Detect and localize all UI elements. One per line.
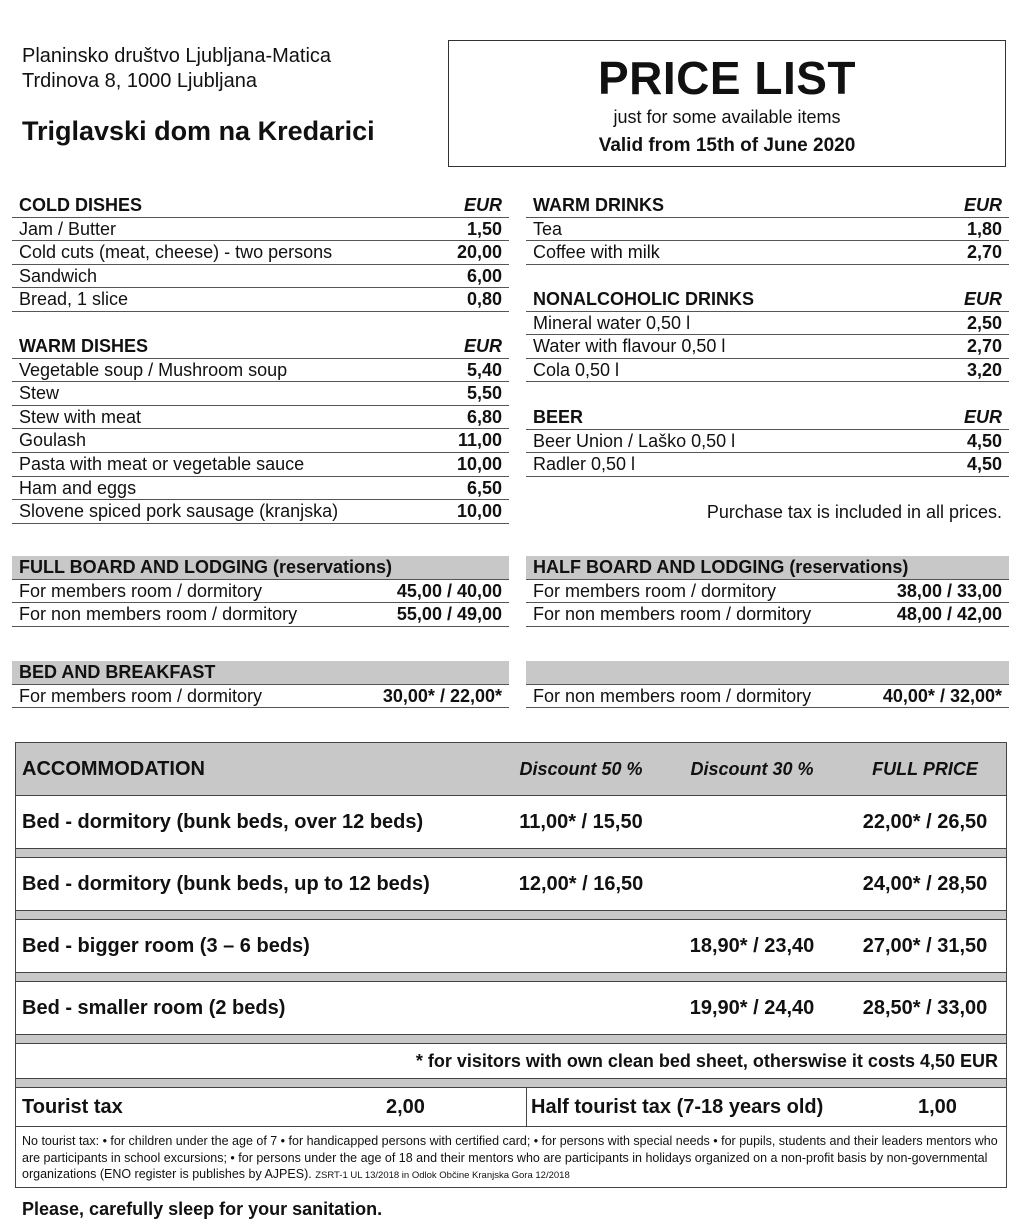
section-title: WARM DRINKS: [533, 195, 664, 215]
item-name: Bread, 1 slice: [19, 289, 129, 310]
currency-label: EUR: [963, 289, 1002, 309]
item-name: Goulash: [19, 430, 87, 451]
room-type: Bed - smaller room (2 beds): [22, 996, 286, 1019]
half-tourist-tax-label: Half tourist tax (7-18 years old): [526, 1088, 918, 1126]
section-title: ACCOMMODATION: [22, 757, 205, 780]
item-name: For non members room / dormitory: [533, 604, 812, 625]
item-name: Beer Union / Laško 0,50 l: [533, 430, 736, 451]
room-type: Bed - bigger room (3 – 6 beds): [22, 934, 310, 957]
tax-note: Purchase tax is included in all prices.: [706, 502, 1002, 522]
board-item: [526, 685, 1009, 709]
section-header: [12, 194, 509, 218]
section-title: WARM DISHES: [19, 336, 149, 356]
item-price: 55,00 / 49,00: [396, 604, 502, 625]
half-board-section: [526, 556, 1009, 627]
col-full-price: FULL PRICE: [872, 758, 978, 779]
item-name: Water with flavour 0,50 l: [533, 336, 726, 357]
menu-item: [12, 406, 509, 430]
item-price: 10,00: [456, 501, 502, 522]
menu-item: [12, 477, 509, 501]
item-price: 40,00* / 32,00*: [882, 685, 1002, 706]
org-name: Planinsko društvo Ljubljana-Matica: [22, 45, 332, 67]
currency-label: EUR: [463, 336, 502, 356]
bnb-non-members-section: [526, 661, 1009, 708]
beer-section: [526, 406, 1009, 477]
warm-dishes-section: [12, 335, 509, 524]
currency-label: EUR: [963, 195, 1002, 215]
table-header: [16, 743, 1006, 796]
price-d50: 11,00* / 15,50: [519, 810, 643, 833]
price-full: 22,00* / 26,50: [862, 810, 988, 833]
item-price: 4,50: [966, 430, 1002, 451]
price-full: 28,50* / 33,00: [862, 996, 988, 1019]
tourist-tax-value: 2,00: [386, 1095, 425, 1118]
item-price: 3,20: [966, 359, 1002, 380]
organization-info: [22, 44, 331, 94]
item-name: Cold cuts (meat, cheese) - two persons: [19, 242, 333, 263]
board-item: [12, 603, 509, 627]
warm-drinks-section: [526, 194, 1009, 265]
item-name: For members room / dormitory: [533, 580, 777, 601]
table-row: [16, 858, 1006, 911]
item-name: Mineral water 0,50 l: [533, 312, 691, 333]
menu-item: [526, 241, 1009, 265]
room-type: Bed - dormitory (bunk beds, up to 12 beds): [22, 872, 430, 895]
no-tax-reference: ZSRT-1 UL 13/2018 in Odlok Občine Kranjska Gora 12/2018: [315, 1170, 570, 1181]
item-price: 1,80: [966, 218, 1002, 239]
item-name: For members room / dormitory: [19, 685, 263, 706]
org-address: Trdinova 8, 1000 Ljubljana: [22, 70, 257, 92]
cut-off-line: Please, carefully sleep for your sanitation.: [22, 1199, 383, 1219]
item-price: 48,00 / 42,00: [896, 604, 1002, 625]
board-item: [12, 580, 509, 604]
price-d30: 19,90* / 24,40: [689, 996, 815, 1019]
item-price: 2,70: [966, 242, 1002, 263]
room-type: Bed - dormitory (bunk beds, over 12 beds): [22, 810, 424, 833]
board-item: [12, 685, 509, 709]
menu-item: [526, 359, 1009, 383]
section-header: [526, 194, 1009, 218]
item-price: 0,80: [466, 289, 502, 310]
item-price: 6,80: [466, 406, 502, 427]
item-price: 1,50: [466, 218, 502, 239]
currency-label: EUR: [963, 407, 1002, 427]
item-price: 30,00* / 22,00*: [382, 685, 502, 706]
menu-item: [526, 453, 1009, 477]
item-name: Stew: [19, 383, 60, 404]
item-name: Jam / Butter: [19, 218, 117, 239]
menu-item: [12, 288, 509, 312]
item-name: Cola 0,50 l: [533, 359, 620, 380]
item-price: 4,50: [966, 454, 1002, 475]
menu-item: [12, 265, 509, 289]
price-full: 24,00* / 28,50: [862, 872, 988, 895]
row-divider: [16, 911, 1006, 920]
row-divider: [16, 1035, 1006, 1044]
menu-item: [12, 453, 509, 477]
menu-item: [526, 312, 1009, 336]
item-name: Pasta with meat or vegetable sauce: [19, 453, 305, 474]
half-tourist-tax-value: 1,00: [918, 1095, 957, 1118]
section-title: HALF BOARD AND LODGING (reservations): [526, 556, 1009, 580]
row-divider: [16, 973, 1006, 982]
page-title: PRICE LIST: [597, 52, 857, 104]
bnb-members-section: [12, 661, 509, 708]
tourist-tax-row: [16, 1088, 1006, 1127]
item-name: Sandwich: [19, 265, 98, 286]
table-row: [16, 982, 1006, 1035]
item-price: 5,50: [466, 383, 502, 404]
nonalcoholic-drinks-section: [526, 288, 1009, 382]
full-board-section: [12, 556, 509, 627]
menu-item: [526, 218, 1009, 242]
section-header-blank: [526, 661, 1009, 685]
item-name: Radler 0,50 l: [533, 454, 636, 475]
item-price: 45,00 / 40,00: [396, 580, 502, 601]
row-divider: [16, 1079, 1006, 1088]
no-tax-notice: [16, 1127, 1006, 1187]
item-price: 10,00: [456, 453, 502, 474]
section-title: FULL BOARD AND LODGING (reservations): [12, 556, 509, 580]
item-price: 6,50: [466, 477, 502, 498]
menu-item: [12, 382, 509, 406]
price-full: 27,00* / 31,50: [862, 934, 988, 957]
bed-sheet-footnote: * for visitors with own clean bed sheet, otherswise it costs 4,50 EUR: [16, 1044, 1006, 1079]
col-discount-50: Discount 50 %: [519, 758, 643, 779]
menu-item: [12, 429, 509, 453]
tourist-tax-label: Tourist tax: [22, 1095, 123, 1118]
section-header: [526, 406, 1009, 430]
price-d30: 18,90* / 23,40: [689, 934, 815, 957]
board-item: [526, 603, 1009, 627]
item-name: Coffee with milk: [533, 242, 660, 263]
menu-item: [12, 218, 509, 242]
section-title: COLD DISHES: [19, 195, 143, 215]
section-header: [526, 288, 1009, 312]
item-name: Slovene spiced pork sausage (kranjska): [19, 501, 339, 522]
item-name: For members room / dormitory: [19, 580, 263, 601]
menu-item: [526, 335, 1009, 359]
item-price: 11,00: [457, 430, 502, 451]
menu-item: [12, 241, 509, 265]
table-row: [16, 796, 1006, 849]
no-tax-text: No tourist tax: • for children under the age of 7 • for handicapped persons with certified card; • for persons with special needs • for pupils, students and their leaders mentors who are participants in school excursions; • for persons under the age of 18 and their mentors who are participants in holidays organized on a non-profit basis by non-governmental organizations (ENO register is publishes by AJPES).: [22, 1134, 998, 1181]
section-title: BED AND BREAKFAST: [12, 661, 509, 685]
item-name: Vegetable soup / Mushroom soup: [19, 359, 288, 380]
currency-label: EUR: [463, 195, 502, 215]
item-price: 38,00 / 33,00: [896, 580, 1002, 601]
price-list-box: [448, 40, 1006, 167]
item-price: 2,50: [966, 312, 1002, 333]
item-name: For non members room / dormitory: [533, 685, 812, 706]
cold-dishes-section: [12, 194, 509, 312]
item-price: 20,00: [456, 242, 502, 263]
section-title: BEER: [533, 407, 584, 427]
price-d50: 12,00* / 16,50: [518, 872, 644, 895]
accommodation-table: [15, 742, 1007, 1188]
item-name: Ham and eggs: [19, 477, 137, 498]
item-name: Stew with meat: [19, 406, 142, 427]
item-name: Tea: [533, 218, 563, 239]
menu-item: [12, 359, 509, 383]
valid-date: Valid from 15th of June 2020: [598, 135, 856, 156]
board-item: [526, 580, 1009, 604]
item-price: 2,70: [966, 336, 1002, 357]
item-price: 5,40: [466, 359, 502, 380]
section-header: [12, 335, 509, 359]
row-divider: [16, 849, 1006, 858]
menu-item: [526, 430, 1009, 454]
item-price: 6,00: [466, 265, 502, 286]
page-subtitle: just for some available items: [613, 107, 841, 127]
lodge-name: Triglavski dom na Kredarici: [22, 116, 375, 146]
table-row: [16, 920, 1006, 973]
item-name: For non members room / dormitory: [19, 604, 298, 625]
section-title: NONALCOHOLIC DRINKS: [533, 289, 754, 309]
col-discount-30: Discount 30 %: [690, 758, 814, 779]
menu-item: [12, 500, 509, 524]
